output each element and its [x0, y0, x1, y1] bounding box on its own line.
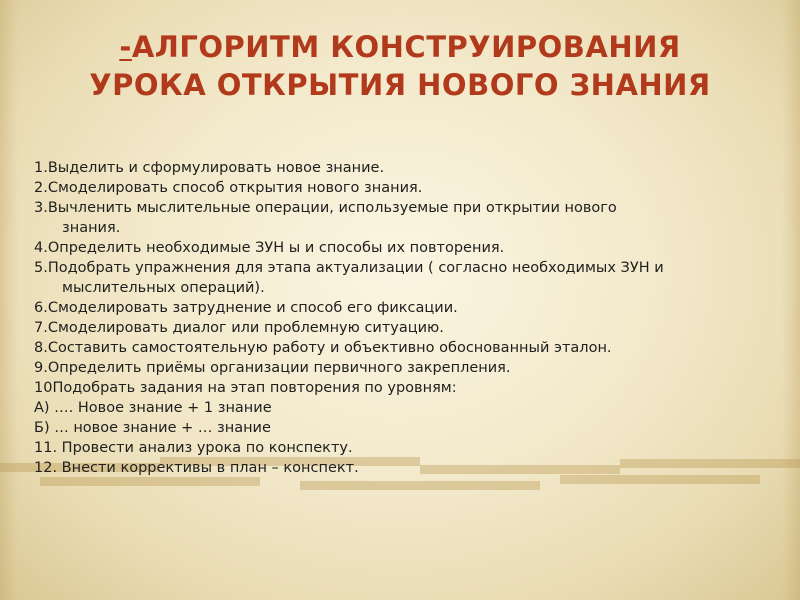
list-item: 1.Выделить и сформулировать новое знание. [34, 160, 385, 176]
list-item-continuation: мыслительных операций). [62, 280, 265, 296]
title-dash: - [119, 30, 132, 64]
list-item: 11. Провести анализ урока по конспекту. [34, 440, 353, 456]
list-item: Б) … новое знание + … знание [34, 420, 271, 436]
list-item: 7.Смоделировать диалог или проблемную ситуацию. [34, 320, 444, 336]
list-item: 10Подобрать задания на этап повторения по уровням: [34, 380, 457, 396]
title-line-1: АЛГОРИТМ КОНСТРУИРОВАНИЯ [131, 30, 681, 64]
list-item-continuation: знания. [62, 220, 121, 236]
title-line-2: УРОКА ОТКРЫТИЯ НОВОГО ЗНАНИЯ [89, 68, 711, 102]
list-item: А) …. Новое знание + 1 знание [34, 400, 272, 416]
list-item: 8.Составить самостоятельную работу и объективно обоснованный эталон. [34, 340, 612, 356]
list-item: 12. Внести коррективы в план – конспект. [34, 460, 359, 476]
list-item: 4.Определить необходимые ЗУН ы и способы их повторения. [34, 240, 505, 256]
slide-border-right [782, 0, 800, 600]
list-item: 5.Подобрать упражнения для этапа актуализации ( согласно необходимых ЗУН и [34, 260, 664, 276]
list-item: 6.Смоделировать затруднение и способ его фиксации. [34, 300, 458, 316]
algorithm-list [34, 158, 782, 478]
slide-border-left [0, 0, 18, 600]
slide-title [20, 28, 780, 104]
list-item: 9.Определить приёмы организации первичного закрепления. [34, 360, 511, 376]
list-item: 3.Вычленить мыслительные операции, используемые при открытии нового [34, 200, 617, 216]
list-item: 2.Смоделировать способ открытия нового знания. [34, 180, 423, 196]
